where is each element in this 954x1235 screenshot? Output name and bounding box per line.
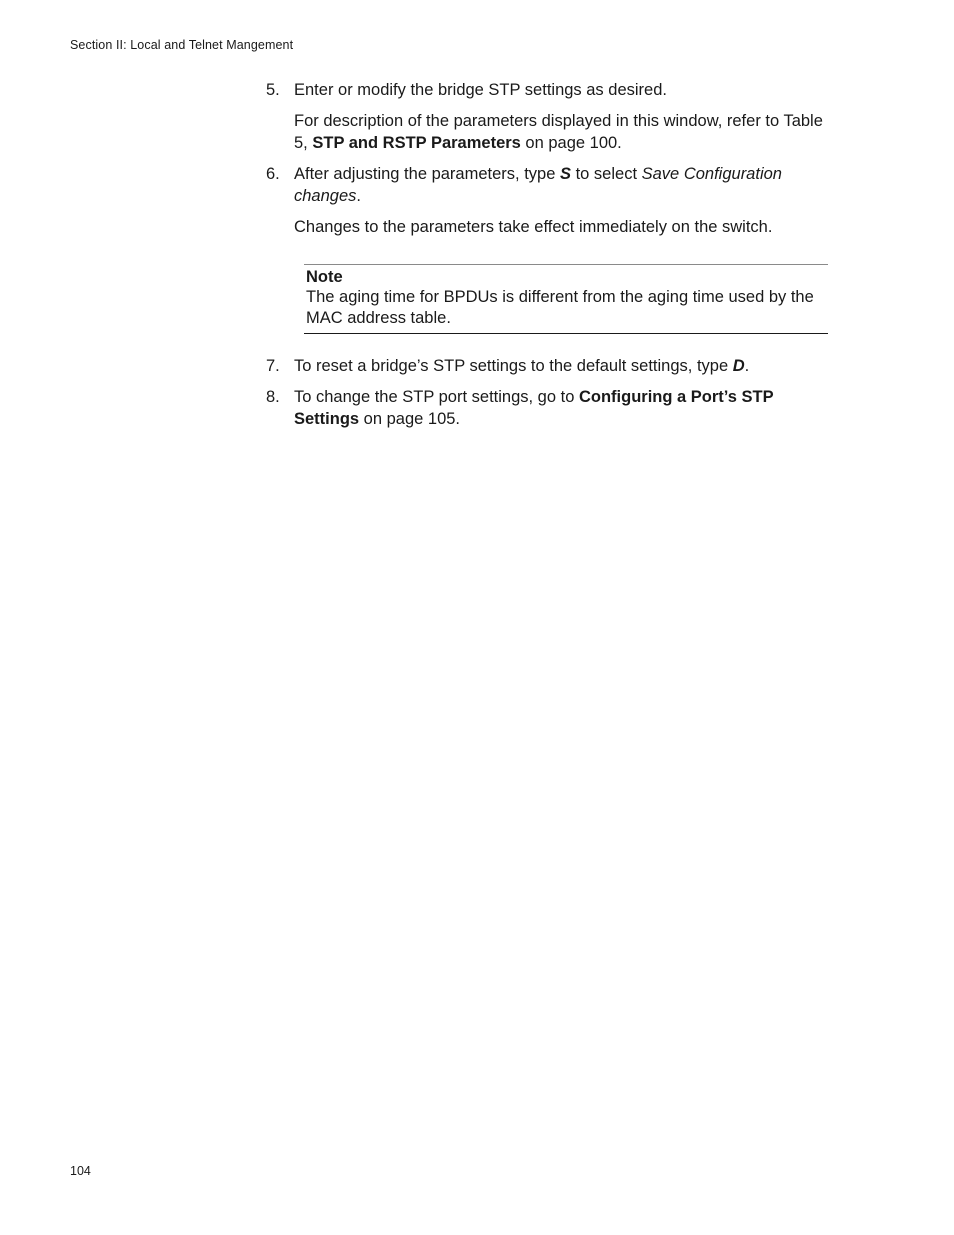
table-reference: STP and RSTP Parameters [312,134,521,152]
step-number: 5. [266,81,280,99]
step-number: 6. [266,165,280,183]
step-7-text-end: . [744,357,750,375]
note-text: The aging time for BPDUs is different from the aging time used by the MAC address table. [306,288,814,327]
step-text [294,355,826,377]
section-reference: Configuring a Port’s STP Settings [294,388,774,428]
step-5-description-text: For description of the parameters displayed in this window, refer to Table 5, [294,112,823,152]
step-number: 7. [266,357,280,375]
menu-option-name: Save Configuration changes [294,165,782,205]
step-8-text-start: To change the STP port settings, go to [294,388,579,406]
save-key: S [559,165,571,183]
note-box [304,264,828,334]
step-text: Enter or modify the bridge STP settings as desired. [294,81,667,99]
step-8-text-end: on page 105. [359,410,461,428]
step-text [294,386,826,430]
step-6-text-middle: to select [571,165,642,183]
step-7-text-start: To reset a bridge’s STP settings to the default settings, type [294,357,733,375]
step-number: 8. [266,388,280,406]
step-6-text-start: After adjusting the parameters, type [294,165,560,183]
step-text [294,163,826,207]
step-5-description [294,110,826,154]
page-number: 104 [70,1164,91,1178]
page-reference: on page 100. [520,134,622,152]
step-6-text-end: . [356,187,361,205]
note-title: Note [306,268,343,286]
step-6-description: Changes to the parameters take effect immediately on the switch. [294,218,773,236]
running-header: Section II: Local and Telnet Mangement [70,38,294,52]
default-key: D [732,357,745,375]
